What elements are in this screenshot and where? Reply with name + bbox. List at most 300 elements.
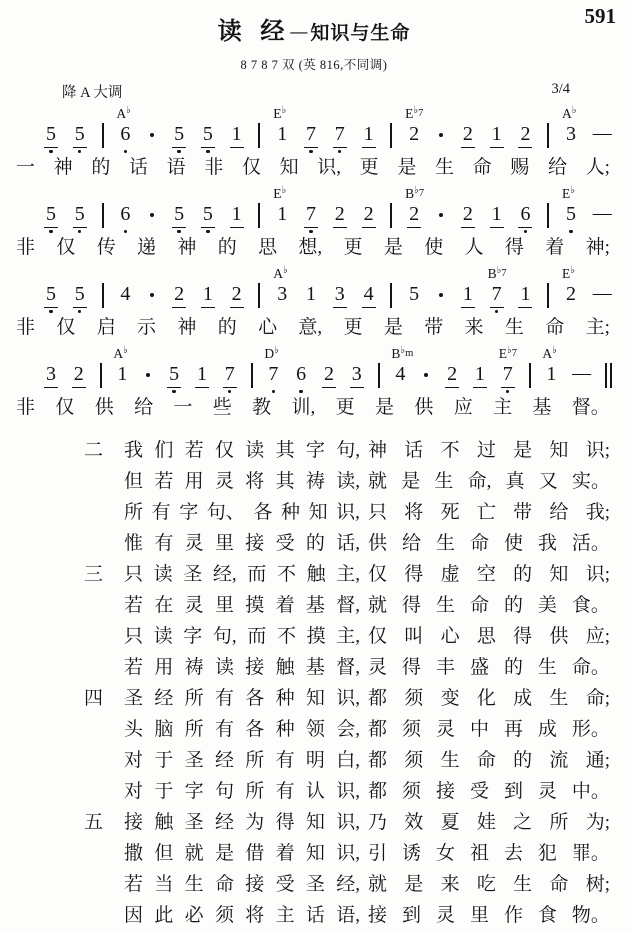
note-body: [44, 362, 58, 388]
stanza-char: 美: [537, 595, 557, 616]
stanza-char: 必: [184, 905, 204, 926]
augmentation-dot: [147, 106, 157, 155]
stanza-char: 识;: [585, 440, 610, 461]
stanza-char: 话,: [336, 533, 360, 554]
lyric-syllable: 是: [383, 317, 403, 338]
stanza-char: 基: [305, 595, 325, 616]
barline: [390, 186, 392, 235]
flat-sign-icon: ♭: [281, 185, 287, 196]
octave-dot-space: [304, 228, 318, 235]
note-body: [490, 202, 504, 228]
stanza-char: 经: [214, 750, 234, 771]
octave-dot-space: [407, 148, 421, 155]
stanza-line-left: [124, 807, 360, 838]
stanza-char: 认: [305, 781, 325, 802]
note-digit: 1: [277, 122, 288, 145]
note-digit: 5: [566, 202, 576, 225]
octave-dot-space: [73, 228, 87, 235]
stanza-char: 生: [513, 874, 533, 895]
note-body: [44, 122, 58, 148]
lyric-row: [16, 315, 610, 341]
chord-space: [436, 266, 446, 282]
chord-space: [518, 186, 532, 202]
stanza-char: 不: [276, 626, 296, 647]
stanza-char: 生: [440, 750, 460, 771]
stanza-char: 读,: [336, 471, 360, 492]
stanza-char: 须: [401, 719, 421, 740]
lyric-syllable: 递: [137, 237, 157, 258]
octave-dot-space: [143, 388, 153, 395]
lyric-syllable: 是: [397, 157, 417, 178]
stanza-char: 就: [368, 595, 388, 616]
stanza-char: 是: [404, 874, 424, 895]
note-digit: 7: [490, 283, 504, 308]
stanza-char: 树;: [585, 874, 610, 895]
dot-mark: [150, 213, 154, 217]
stanza: [84, 683, 610, 807]
stanza-char: 应;: [585, 626, 610, 647]
note-digit: 5: [172, 203, 186, 228]
flat-sign-icon: ♭: [414, 185, 419, 196]
chord-label: [113, 345, 127, 363]
note-body: [518, 282, 532, 308]
stanza-char: 着: [275, 843, 295, 864]
barline: [547, 106, 549, 155]
stanza-line-right: [368, 745, 610, 776]
octave-dot-space: [201, 308, 215, 315]
stanza-char: 读: [153, 626, 173, 647]
lyric-syllable: 神: [177, 317, 197, 338]
note-dash: [593, 186, 612, 235]
stanza-char: 各: [245, 688, 265, 709]
note-body: [518, 122, 532, 148]
note-body: [230, 202, 244, 228]
octave-dot-space: [593, 308, 612, 315]
note-body: [223, 362, 237, 388]
column-gap: [360, 652, 368, 683]
low-octave-dot: [49, 310, 52, 313]
barline: [390, 106, 392, 155]
stanza-char: 死: [440, 502, 460, 523]
stanza-char: 中。: [571, 781, 610, 802]
stanza-char: 都: [368, 781, 388, 802]
stanza-char: 所: [184, 688, 204, 709]
barline: [100, 346, 102, 395]
stanza-char: 而: [247, 564, 267, 585]
note-body: [547, 202, 549, 228]
note-digit: 2: [461, 203, 475, 228]
low-octave-dot: [124, 230, 127, 233]
lyric-syllable: 更: [343, 317, 363, 338]
note-body: [593, 282, 612, 308]
low-octave-dot: [309, 230, 312, 233]
music-line: [10, 346, 618, 421]
stanza-char: 是: [401, 471, 421, 492]
note-body: [547, 122, 549, 148]
lyric-syllable: 非: [16, 237, 36, 258]
note-body: [294, 362, 308, 388]
augmentation-dot: [147, 186, 157, 235]
barline-mark: [251, 363, 253, 388]
chord-space: [44, 266, 58, 282]
stanza-char: 给: [549, 502, 569, 523]
stanza-row: [84, 900, 610, 931]
final-barline: [605, 346, 612, 395]
octave-dot-space: [544, 388, 558, 395]
stanza-char: 里: [214, 533, 234, 554]
chord-root: A: [116, 106, 127, 121]
low-octave-dot: [177, 150, 180, 153]
column-gap: [360, 714, 368, 745]
chord-label: [562, 265, 575, 283]
note-digit: 2: [518, 123, 532, 148]
lyric-syllable: 识,: [317, 157, 342, 178]
chord-root: B: [391, 346, 401, 361]
octave-dot-space: [275, 228, 289, 235]
stanza-char: 生: [184, 874, 204, 895]
stanza-char: 生: [435, 595, 455, 616]
barline-mark: [100, 363, 102, 388]
note-digit: 5: [44, 123, 58, 148]
stanza-line-right: [368, 869, 610, 900]
stanza-char: 到: [401, 905, 421, 926]
stanza-char: 都: [368, 750, 388, 771]
note-body: [605, 362, 612, 388]
stanza-char: 不: [440, 440, 460, 461]
chord-suffix: 7: [418, 188, 425, 199]
note-body: [390, 282, 392, 308]
stanza-char: 犯: [537, 843, 557, 864]
note-body: [362, 122, 376, 148]
note-body: [564, 282, 578, 308]
note-dash: [593, 106, 612, 155]
chord-label: [264, 345, 278, 363]
stanza-char: 之: [513, 812, 533, 833]
note-body: [436, 202, 446, 228]
chord-space: [490, 186, 504, 202]
chord-space: [147, 106, 157, 122]
low-octave-dot: [78, 150, 81, 153]
augmentation-dot: [436, 106, 446, 155]
note-body: [147, 282, 157, 308]
stanza: [84, 435, 610, 559]
chord-space: [572, 346, 591, 362]
stanza-char: 我;: [585, 502, 610, 523]
note-digit: 1: [490, 123, 504, 148]
chord-space: [230, 266, 244, 282]
note-body: [390, 122, 392, 148]
note-body: [275, 282, 289, 308]
octave-dot-space: [407, 228, 421, 235]
stanza-char: 识,: [336, 688, 360, 709]
stanza-number: [84, 714, 124, 745]
stanza-char: 接: [245, 657, 265, 678]
stanza-char: 触: [154, 812, 174, 833]
note-body: [461, 202, 475, 228]
note-digit: 1: [518, 283, 532, 308]
chord-space: [529, 346, 531, 362]
note-digit: 1: [201, 283, 215, 308]
stanza-char: 读: [245, 440, 265, 461]
chord-label: [273, 185, 286, 203]
stanza-char: 白,: [336, 750, 360, 771]
stanza-char: 就: [184, 843, 204, 864]
stanza-char: 语,: [336, 905, 360, 926]
stanza-char: 有: [275, 750, 295, 771]
lyric-syllable: 话: [128, 157, 148, 178]
stanza-char: 所: [184, 719, 204, 740]
note-body: [490, 122, 504, 148]
barline-mark: [102, 123, 104, 148]
chord-space: [201, 266, 215, 282]
chord-space: [333, 186, 347, 202]
stanza-char: 流: [549, 750, 569, 771]
stanza-char: 仅: [368, 626, 388, 647]
dash-mark: —: [592, 123, 612, 144]
music-note: [487, 265, 507, 315]
chord-space: [294, 346, 308, 362]
octave-dot-space: [461, 308, 475, 315]
stanza-line-right: [368, 652, 610, 683]
lyric-syllable: 示: [137, 317, 157, 338]
stanza-char: 吃: [476, 874, 496, 895]
note-body: [73, 282, 87, 308]
octave-dot-space: [421, 388, 431, 395]
lyric-syllable: 供: [94, 397, 114, 418]
barline-mark: [102, 203, 104, 228]
octave-dot-space: [593, 148, 612, 155]
chord-space: [147, 186, 157, 202]
chord-space: [461, 106, 475, 122]
low-octave-dot: [524, 230, 527, 233]
dot-mark: [150, 293, 154, 297]
stanza-char: 于: [154, 781, 174, 802]
note-body: [407, 122, 421, 148]
stanza-char: 灵: [537, 781, 557, 802]
chord-root: E: [273, 106, 282, 121]
note-body: [304, 122, 318, 148]
note-body: [333, 202, 347, 228]
octave-dot-space: [73, 308, 87, 315]
octave-dot-space: [407, 308, 421, 315]
stanza-char: 有: [275, 781, 295, 802]
note-body: [102, 282, 104, 308]
stanza-char: 命;: [585, 688, 610, 709]
barline-mark: [547, 203, 549, 228]
stanza-char: 只: [124, 626, 144, 647]
lyric-syllable: 知: [279, 157, 299, 178]
music-note: [544, 346, 558, 395]
stanza-row: [84, 435, 610, 466]
stanza-char: 主,: [336, 626, 360, 647]
column-gap: [360, 838, 368, 869]
note-body: [501, 362, 515, 388]
chord-root: A: [542, 346, 553, 361]
note-body: [473, 362, 487, 388]
stanza-char: 若: [184, 440, 204, 461]
note-body: [147, 202, 157, 228]
dot-mark: [150, 133, 154, 137]
stanza-char: 有: [214, 719, 234, 740]
low-octave-dot: [49, 230, 52, 233]
stanza-char: 须: [214, 905, 234, 926]
lyric-syllable: 带: [424, 317, 444, 338]
stanza-char: 须: [404, 688, 424, 709]
stanza-char: 就: [368, 471, 388, 492]
music-note: [518, 106, 532, 155]
note-body: [490, 282, 504, 308]
chord-space: [44, 186, 58, 202]
chord-root: E: [273, 186, 282, 201]
chord-space: [362, 106, 376, 122]
music-note: [201, 106, 215, 155]
stanza-row: [84, 807, 610, 838]
stanza-char: 主,: [336, 564, 360, 585]
stanza-char: 有: [214, 688, 234, 709]
stanza-char: 祷: [184, 657, 204, 678]
octave-dot-space: [362, 308, 376, 315]
stanza-char: 作: [503, 905, 523, 926]
octave-dot-space: [44, 228, 58, 235]
chord-label: [116, 105, 130, 123]
octave-dot-space: [102, 228, 104, 235]
note-body: [275, 122, 289, 148]
lyric-row: [16, 155, 610, 181]
music-note: [333, 266, 347, 315]
chord-space: [258, 186, 260, 202]
stanza-char: 只: [368, 502, 388, 523]
octave-dot-space: [390, 148, 392, 155]
octave-dot-space: [547, 148, 549, 155]
lyric-syllable: 神: [53, 157, 73, 178]
note-body: [436, 122, 446, 148]
lyric-syllable: 生: [434, 157, 454, 178]
music-note: [195, 346, 209, 395]
stanza-char: 给: [401, 533, 421, 554]
stanza-number: 五: [84, 812, 104, 833]
dot-mark: [146, 373, 150, 377]
note-digit: 1: [117, 362, 128, 385]
music-note: [461, 186, 475, 235]
stanza-char: 活。: [571, 533, 610, 554]
flat-sign-icon: ♭: [281, 105, 287, 116]
lyric-syllable: 一: [173, 397, 193, 418]
stanza-char: 圣: [183, 564, 203, 585]
stanza-char: 盛: [469, 657, 489, 678]
chord-space: [118, 266, 132, 282]
music-note: [322, 346, 336, 395]
note-body: [195, 362, 209, 388]
stanza-char: 所: [245, 750, 265, 771]
stanza-char: 惟: [124, 533, 144, 554]
chord-space: [72, 346, 86, 362]
music-note: [44, 346, 58, 395]
stanza-char: 接: [245, 874, 265, 895]
barline-mark: [390, 203, 392, 228]
time-signature: 3/4: [551, 81, 570, 97]
barline-mark: [258, 203, 260, 228]
note-digit: 5: [201, 123, 215, 148]
note-body: [201, 122, 215, 148]
note-digit: 7: [268, 362, 279, 385]
stanza-number: [84, 466, 124, 497]
octave-dot-space: [115, 388, 129, 395]
stanza-char: 通;: [585, 750, 610, 771]
note-digit: 5: [44, 283, 58, 308]
stanza-char: 须: [404, 750, 424, 771]
octave-dot-space: [572, 388, 591, 395]
stanza-line-right: [368, 838, 610, 869]
octave-dot-space: [118, 148, 132, 155]
chord-root: E: [562, 266, 571, 281]
note-body: [461, 122, 475, 148]
stanza-char: 神: [368, 440, 388, 461]
stanza-char: 字: [183, 626, 203, 647]
note-body: [362, 202, 376, 228]
note-body: [258, 122, 260, 148]
low-octave-dot: [338, 150, 341, 153]
stanza-number: [84, 900, 124, 931]
chord-space: [547, 266, 549, 282]
note-body: [258, 202, 260, 228]
octave-dot-space: [44, 308, 58, 315]
column-gap: [360, 528, 368, 559]
stanza-char: 来: [440, 874, 460, 895]
stanza-line-left: [124, 497, 360, 528]
octave-dot-space: [436, 148, 446, 155]
stanza-char: 借: [245, 843, 265, 864]
music-note: [490, 186, 504, 235]
stanza-char: 形。: [571, 719, 610, 740]
stanza-char: 为: [245, 812, 265, 833]
stanza-char: 知: [305, 688, 325, 709]
low-octave-dot: [124, 150, 127, 153]
stanza-char: 基: [305, 657, 325, 678]
stanza-char: 圣: [305, 874, 325, 895]
chord-space: [258, 266, 260, 282]
music-note: [518, 266, 532, 315]
music-note: [407, 266, 421, 315]
note-digit: 2: [409, 122, 420, 145]
stanza-row: [84, 869, 610, 900]
barline-mark: [378, 363, 380, 388]
octave-dot-space: [378, 388, 380, 395]
stanza-row: [84, 652, 610, 683]
music-line: [10, 186, 618, 261]
lyric-syllable: 主: [493, 397, 513, 418]
column-gap: [360, 435, 368, 466]
lyric-syllable: 语: [166, 157, 186, 178]
chord-space: [350, 346, 364, 362]
octave-dot-space: [118, 228, 132, 235]
barline: [258, 186, 260, 235]
stanza-char: 而: [247, 626, 267, 647]
lyric-syllable: 督。: [571, 397, 610, 418]
chord-space: [322, 346, 336, 362]
note-digit: 4: [395, 362, 406, 385]
music-note: [118, 186, 132, 235]
octave-dot-space: [172, 308, 186, 315]
lyric-syllable: 人: [464, 237, 484, 258]
music-note: [304, 266, 318, 315]
chord-space: [304, 106, 318, 122]
stanza-line-right: [368, 776, 610, 807]
note-digit: 7: [501, 363, 515, 388]
octave-dot-space: [201, 228, 215, 235]
chord-suffix: 7: [511, 348, 517, 359]
note-digit: 2: [461, 123, 475, 148]
chord-space: [421, 346, 431, 362]
